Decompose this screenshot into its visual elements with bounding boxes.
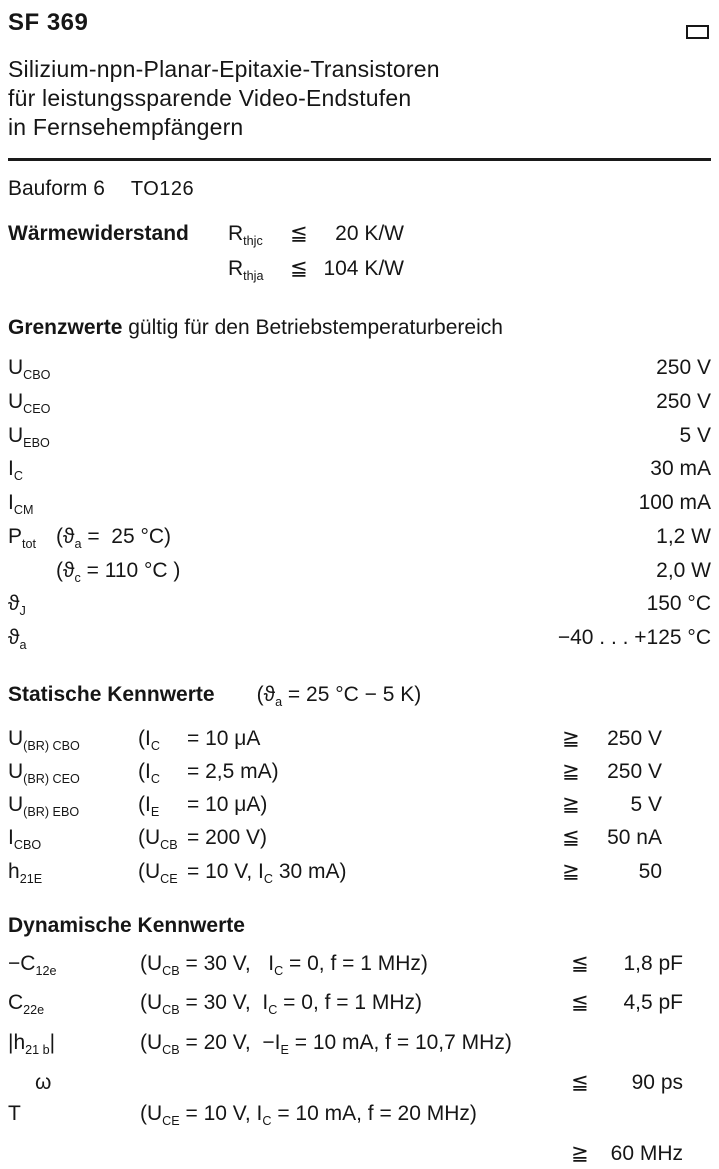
parameter-value: 250 V — [656, 390, 711, 414]
heading-bold: Statische Kennwerte — [8, 682, 215, 706]
relation-symbol: ≦ — [562, 826, 580, 850]
test-condition: ($ϑ_a = 25$ °C) — [56, 524, 172, 551]
thermal-resistance-block — [8, 220, 711, 290]
parameter-value: 90 ps — [631, 1070, 683, 1094]
parameter-value: 104 K/W — [323, 257, 404, 281]
statische-kennwerte-table — [8, 726, 711, 892]
parameter-value: 50 — [638, 859, 662, 883]
heading-bold: Dynamische Kennwerte — [8, 913, 245, 937]
table-row — [8, 759, 662, 792]
parameter-value: 1,2 W — [656, 524, 711, 548]
table-row — [8, 987, 683, 1027]
parameter-value: 5 V — [630, 793, 662, 817]
test-condition — [56, 389, 656, 423]
relation-symbol — [571, 1027, 599, 1067]
test-condition — [138, 859, 562, 892]
description-line: Silizium-npn-Planar-Epitaxie-Transistoren — [8, 56, 440, 82]
table-row — [8, 1027, 683, 1067]
parameter-symbol: $ϑ_J$ — [8, 592, 26, 619]
horizontal-divider — [8, 158, 711, 161]
parameter-value: 5 V — [679, 423, 711, 447]
parameter-symbol: $I_{CM}$ — [8, 491, 34, 518]
heading-rest: gültig für den Betriebstemperaturbereich — [122, 316, 503, 340]
test-condition — [56, 355, 656, 389]
heading-note: ($ϑ_a = 25$ °C − 5 K) — [256, 682, 422, 709]
condition-lhs: ($I_C$ — [138, 759, 160, 787]
test-condition — [138, 726, 562, 759]
dynamische-kennwerte-table — [8, 948, 711, 1169]
table-row — [8, 859, 662, 892]
parameter-symbol: $U_{(BR) EBO}$ — [8, 793, 80, 820]
table-row — [8, 591, 711, 625]
datasheet-page — [0, 11, 719, 1169]
grenzwerte-table — [8, 355, 711, 658]
table-row — [8, 355, 711, 389]
relation-symbol: ≧ — [562, 859, 580, 883]
parameter-value: 60 MHz — [610, 1141, 683, 1165]
parameter-value: 250 V — [656, 356, 711, 380]
relation-symbol: ≧ — [562, 726, 580, 750]
test-condition — [56, 456, 650, 490]
bauform-label: Bauform 6 — [8, 177, 105, 200]
parameter-value: 4,5 pF — [623, 991, 683, 1015]
test-condition — [56, 591, 647, 625]
table-row — [8, 456, 711, 490]
thermal-rows — [228, 220, 404, 290]
table-row — [8, 558, 711, 592]
test-condition — [56, 625, 558, 659]
parameter-symbol: $P_{tot}$ — [8, 524, 37, 551]
section-heading-statische — [8, 683, 711, 714]
relation-symbol: ≧ — [562, 759, 580, 783]
parameter-value: 2,0 W — [656, 558, 711, 582]
parameter-symbol: $U_{CEO}$ — [8, 390, 51, 417]
test-condition: ($U_{CB} = 20$ V, $-I_E = 10$ mA, f = 10,7 MHz) — [140, 1031, 512, 1058]
table-row — [8, 625, 711, 659]
relation-symbol: ≦ — [290, 222, 308, 245]
thermal-label: Wärmewiderstand — [8, 222, 189, 245]
parameter-symbol: $U_{EBO}$ — [8, 423, 50, 450]
table-row — [8, 389, 711, 423]
table-row — [8, 1067, 683, 1099]
condition-lhs: ($I_E$ — [138, 793, 160, 820]
parameter-symbol — [8, 1138, 140, 1169]
test-condition: ($U_{CB} = 30$ V, $I_C = 0$, f = 1 MHz) — [140, 991, 423, 1018]
test-condition — [140, 1067, 571, 1099]
parameter-value: 20 K/W — [335, 222, 404, 245]
parameter-value — [599, 1098, 683, 1138]
condition-rhs: = 10 μA) — [187, 793, 268, 817]
test-condition — [138, 759, 562, 792]
relation-symbol: ≦ — [571, 951, 589, 975]
parameter-symbol: $U_{CBO}$ — [8, 356, 51, 383]
condition-lhs: ($U_{CE}$ — [138, 859, 178, 886]
test-condition: ($U_{CB} = 30$ V, $I_C = 0$, f = 1 MHz) — [140, 951, 428, 978]
parameter-symbol: $R_{thja}$ — [228, 257, 264, 284]
section-heading-grenzwerte — [8, 316, 711, 340]
relation-symbol: ≧ — [571, 1141, 589, 1165]
parameter-symbol: $-C_{12e}$ — [8, 951, 57, 978]
table-row — [8, 792, 662, 825]
parameter-value: 50 nA — [607, 826, 662, 850]
parameter-symbol: T — [8, 1102, 21, 1126]
parameter-symbol: $ϑ_a$ — [8, 625, 27, 653]
test-condition: ($ϑ_c = 110$ °C ) — [56, 558, 181, 585]
page-title: SF 369 — [8, 9, 89, 36]
parameter-symbol: $U_{(BR) CBO}$ — [8, 726, 80, 753]
condition-lhs: ($U_{CB}$ — [138, 826, 178, 853]
package-info — [8, 177, 711, 201]
condition-rhs: = 10 μA — [187, 726, 261, 750]
test-condition — [56, 490, 639, 524]
condition-rhs: = 10 V, $I_C$ 30 mA) — [187, 859, 347, 886]
parameter-symbol: $h_{21E}$ — [8, 859, 43, 886]
parameter-symbol: $I_C$ — [8, 457, 23, 484]
corner-rectangle-icon — [686, 25, 709, 39]
parameter-value — [599, 1027, 683, 1067]
relation-symbol: ≦ — [571, 1070, 589, 1094]
test-condition — [138, 792, 562, 825]
parameter-symbol — [8, 558, 56, 592]
test-condition — [56, 423, 679, 457]
table-row — [8, 1138, 683, 1169]
parameter-value: 1,8 pF — [623, 951, 683, 975]
table-row — [8, 825, 662, 858]
relation-symbol — [571, 1098, 599, 1138]
parameter-value: 250 V — [607, 726, 662, 750]
parameter-value: 250 V — [607, 759, 662, 783]
parameter-value: 150 °C — [646, 592, 711, 616]
relation-symbol: ≦ — [571, 991, 589, 1015]
test-condition: ($U_{CE} = 10$ V, $I_C = 10$ mA, f = 20 MHz) — [140, 1102, 477, 1129]
relation-symbol: ≦ — [290, 257, 308, 281]
table-row — [8, 524, 711, 558]
relation-symbol: ≧ — [562, 793, 580, 817]
parameter-symbol: $C_{22e}$ — [8, 991, 45, 1018]
test-condition — [140, 1138, 571, 1169]
parameter-symbol: $I_{CBO}$ — [8, 826, 42, 853]
description-line: für leistungssparende Video-Endstufen — [8, 85, 412, 111]
heading-bold: Grenzwerte — [8, 316, 123, 340]
parameter-symbol: $R_{thjc}$ — [228, 222, 263, 249]
parameter-value: 100 mA — [638, 491, 711, 515]
description-line: in Fernsehempfängern — [8, 114, 244, 140]
parameter-symbol: $|h_{21 b}|$ — [8, 1031, 56, 1058]
parameter-value: 30 mA — [650, 457, 711, 481]
parameter-symbol: ω — [35, 1070, 52, 1094]
section-heading-dynamische — [8, 914, 711, 938]
table-row — [228, 220, 404, 255]
package-type: TO126 — [130, 178, 195, 200]
table-row — [228, 255, 404, 290]
device-description — [8, 55, 711, 142]
table-row — [8, 726, 662, 759]
condition-lhs: ($I_C$ — [138, 726, 160, 753]
condition-rhs: = 200 V) — [187, 826, 267, 850]
table-row — [8, 1098, 683, 1138]
test-condition — [138, 825, 562, 858]
table-row — [8, 423, 711, 457]
parameter-value: −40 . . . +125 °C — [557, 625, 711, 649]
parameter-symbol: $U_{(BR) CEO}$ — [8, 759, 80, 787]
table-row — [8, 490, 711, 524]
table-row — [8, 948, 683, 988]
condition-rhs: = 2,5 mA) — [187, 759, 279, 783]
